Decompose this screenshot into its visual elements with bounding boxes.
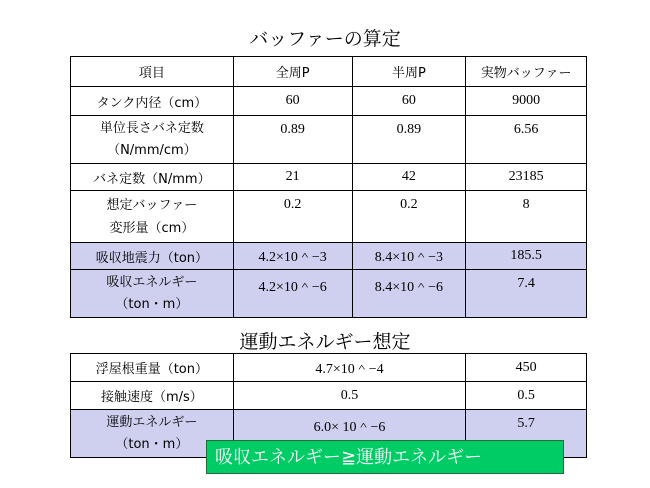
cell-value: 8.4×10＾−6	[352, 270, 466, 318]
row-label	[71, 164, 234, 191]
kinetic-energy-title: 運動エネルギー想定	[239, 331, 411, 353]
table-row	[71, 191, 587, 243]
cell-value: 4.7×10＾−4	[233, 354, 466, 382]
cell-value: 4.2×10＾−6	[233, 270, 352, 318]
cell-value: 450	[466, 354, 587, 382]
cell-value: 42	[352, 164, 466, 191]
buffer-calc-table	[70, 56, 587, 318]
cell-value: 7.4	[466, 270, 587, 318]
row-label	[71, 270, 234, 318]
row-label	[71, 191, 234, 243]
row-label-text: バネ定数（N/mm）	[93, 171, 211, 187]
cell-value: 8	[466, 191, 587, 243]
header-real-buffer: 実物バッファー	[466, 57, 587, 87]
row-label-unit: 変形量（cm）	[109, 220, 195, 236]
table-row	[71, 116, 587, 164]
cell-value: 5.7	[466, 410, 587, 458]
row-label-unit: （ton・m）	[115, 296, 189, 312]
header-item: 項目	[71, 57, 234, 87]
row-label	[71, 354, 234, 382]
header-half-circle: 半周P	[352, 57, 466, 87]
row-label	[71, 382, 234, 410]
cell-value: 21	[233, 164, 352, 191]
row-label-unit: （ton・m）	[115, 436, 189, 452]
row-label-text: 単位長さバネ定数	[99, 120, 204, 136]
row-label-text: 吸収地震力（ton）	[95, 250, 209, 266]
row-label-text: 接触速度（m/s）	[100, 390, 203, 405]
cell-value: 6.0× 10＾−6	[233, 410, 466, 458]
row-label-unit: （N/mm/cm）	[107, 142, 197, 158]
cell-value: 185.5	[466, 243, 587, 270]
row-label-text: タンク内径（cm）	[96, 95, 208, 111]
cell-value: 9000	[466, 87, 587, 116]
table-row	[71, 164, 587, 191]
row-label-text: 想定バッファー	[106, 197, 198, 213]
table-row	[71, 87, 587, 116]
table-row	[71, 354, 587, 382]
row-label-text: 吸収エネルギー	[106, 274, 198, 290]
row-label	[71, 87, 234, 116]
header-full-circle: 全周P	[233, 57, 352, 87]
cell-value: 60	[233, 87, 352, 116]
cell-value: 0.5	[466, 382, 587, 410]
row-label	[71, 243, 234, 270]
cell-value: 23185	[466, 164, 587, 191]
table-row	[71, 382, 587, 410]
cell-value: 6.56	[466, 116, 587, 164]
cell-value: 0.89	[233, 116, 352, 164]
buffer-calc-title: バッファーの算定	[249, 28, 401, 50]
cell-value: 0.5	[233, 382, 466, 410]
cell-value: 8.4×10＾−3	[352, 243, 466, 270]
table-header-row	[71, 57, 587, 87]
cell-value: 0.89	[352, 116, 466, 164]
cell-value: 0.2	[352, 191, 466, 243]
table-row-highlight	[71, 270, 587, 318]
row-label-text: 浮屋根重量（ton）	[95, 362, 208, 377]
row-label-text: 運動エネルギー	[106, 414, 198, 430]
cell-value: 0.2	[233, 191, 352, 243]
table-row-highlight	[71, 243, 587, 270]
row-label	[71, 116, 234, 164]
conclusion-banner: 吸収エネルギー≧運動エネルギー	[206, 440, 564, 474]
cell-value: 4.2×10＾−3	[233, 243, 352, 270]
cell-value: 60	[352, 87, 466, 116]
